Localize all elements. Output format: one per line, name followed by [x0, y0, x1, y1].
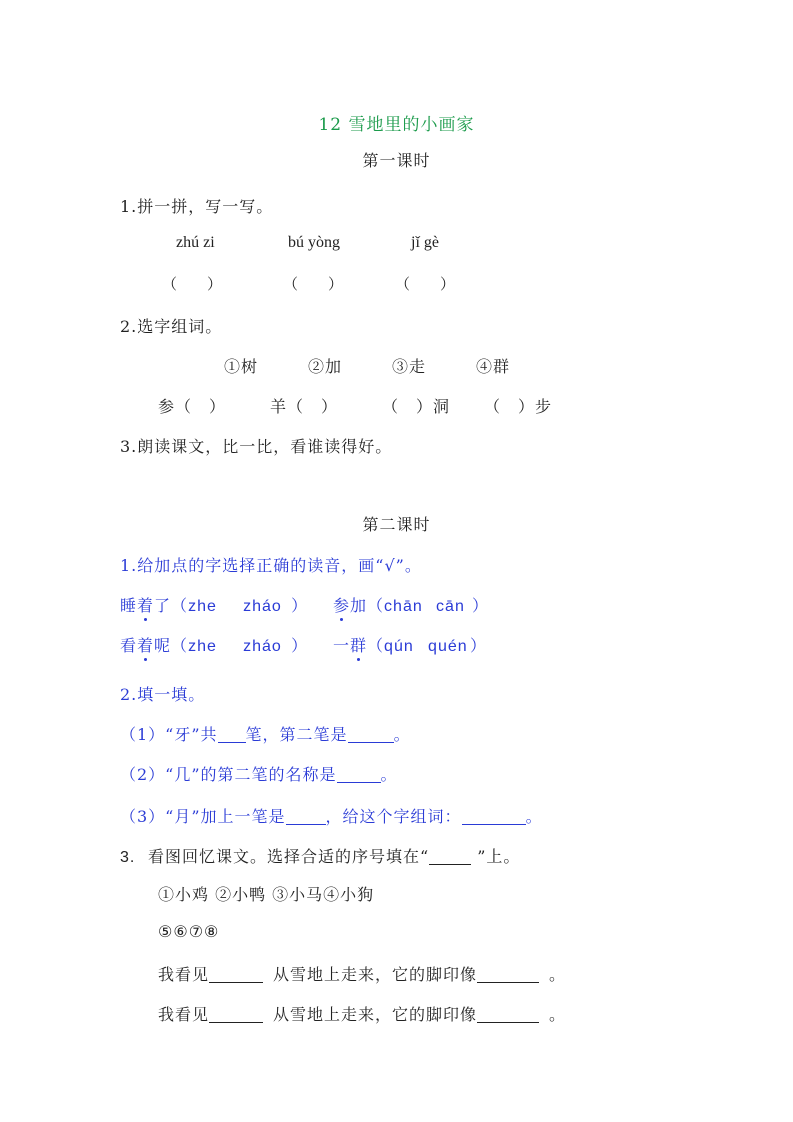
page-title: 12 雪地里的小画家: [318, 115, 475, 135]
prompt-text: ”上。: [477, 847, 521, 866]
sentence-text: 。: [393, 725, 411, 744]
option-1: ①树: [224, 357, 259, 376]
word-item-2[interactable]: 羊（ ）: [270, 397, 339, 416]
sentence-text: 。: [380, 765, 398, 784]
lesson1-q3-prompt: 3.朗读课文，比一比，看谁读得好。: [120, 437, 393, 456]
animal-options: ①小鸡 ②小鸭 ③小马④小狗: [158, 885, 375, 904]
lesson2-q2-prompt: 2.填一填。: [120, 685, 206, 704]
paren-open: （: [171, 596, 189, 615]
row-text: 呢: [154, 636, 172, 655]
sentence-text: 我看见: [158, 1005, 210, 1024]
paren-open: （: [367, 596, 385, 615]
answer-blank-1[interactable]: （ ）: [162, 275, 223, 293]
sentence-text: 。: [549, 1005, 567, 1024]
fill-blank[interactable]: [477, 966, 539, 983]
question-number: 3.: [120, 849, 136, 866]
sentence-text: （1）“牙”共: [120, 725, 218, 744]
dotted-char: 着: [137, 593, 154, 616]
sentence-text: （3）“月”加上一笔是: [120, 807, 286, 826]
fill-blank[interactable]: [477, 1006, 539, 1023]
pronunciation-row-2: [333, 593, 489, 616]
dotted-char: 参: [333, 593, 350, 616]
lesson1-heading: 第一课时: [362, 151, 431, 170]
choice-a[interactable]: chān: [384, 598, 423, 615]
choice-b[interactable]: quén: [428, 638, 468, 655]
fill-blank[interactable]: [218, 726, 246, 743]
lesson2-q3-prompt: [120, 844, 520, 867]
fill-blank[interactable]: [209, 1006, 263, 1023]
prompt-text: 看图回忆课文。选择合适的序号填在“: [148, 847, 430, 866]
paren-close: ）: [472, 596, 490, 615]
row-text: 加: [350, 596, 368, 615]
pinyin-1: zhú zi: [176, 234, 215, 251]
sentence-text: 我看见: [158, 965, 210, 984]
fill-blank[interactable]: [286, 808, 326, 825]
pronunciation-row-3: [120, 633, 308, 656]
sentence-text: 从雪地上走来，它的脚印像: [273, 965, 478, 984]
lesson1-q2-prompt: 2.选字组词。: [120, 317, 223, 336]
fill-blank[interactable]: [462, 808, 526, 825]
lesson1-q1-prompt: 1.拼一拼，写一写。: [120, 197, 274, 216]
fill-blank[interactable]: [429, 848, 471, 865]
paren-open: （: [367, 636, 385, 655]
option-3: ③走: [392, 357, 427, 376]
row-text: 睡: [120, 596, 138, 615]
pinyin-2: bú yòng: [288, 234, 340, 251]
choice-a[interactable]: qún: [384, 638, 414, 655]
pronunciation-row-1: [120, 593, 308, 616]
row-text: 一: [333, 636, 351, 655]
fill-sentence-3: [120, 804, 543, 827]
sentence-text: 。: [549, 965, 567, 984]
paren-open: （: [171, 636, 189, 655]
footprint-options: ⑤⑥⑦⑧: [158, 922, 220, 941]
word-item-4[interactable]: （ ）步: [484, 397, 553, 416]
sentence-text: 笔，第二笔是: [245, 725, 348, 744]
choice-b[interactable]: cān: [436, 598, 465, 615]
fill-blank[interactable]: [209, 966, 263, 983]
fill-blank[interactable]: [337, 766, 381, 783]
sentence-text: 从雪地上走来，它的脚印像: [273, 1005, 478, 1024]
paren-close: ）: [291, 636, 309, 655]
lesson2-q1-prompt: 1.给加点的字选择正确的读音，画“√”。: [120, 556, 422, 575]
paren-close: ）: [470, 636, 488, 655]
word-item-1[interactable]: 参（ ）: [158, 397, 227, 416]
choice-a[interactable]: zhe: [188, 638, 217, 655]
choice-b[interactable]: zháo: [243, 638, 282, 655]
pinyin-3: jǐ gè: [411, 234, 439, 251]
paren-close: ）: [291, 596, 309, 615]
answer-sentence-2: [158, 1002, 566, 1025]
row-text: 了: [154, 596, 172, 615]
fill-sentence-2: [120, 762, 398, 785]
fill-sentence-1: [120, 722, 411, 745]
word-item-3[interactable]: （ ）洞: [382, 397, 451, 416]
sentence-text: 。: [525, 807, 543, 826]
row-text: 看: [120, 636, 138, 655]
answer-sentence-1: [158, 962, 566, 985]
dotted-char: 着: [137, 633, 154, 656]
lesson2-heading: 第二课时: [362, 515, 431, 534]
option-2: ②加: [308, 357, 343, 376]
answer-blank-3[interactable]: （ ）: [395, 275, 456, 293]
option-4: ④群: [476, 357, 511, 376]
choice-a[interactable]: zhe: [188, 598, 217, 615]
dotted-char: 群: [350, 633, 367, 656]
fill-blank[interactable]: [348, 726, 394, 743]
sentence-text: （2）“几”的第二笔的名称是: [120, 765, 337, 784]
choice-b[interactable]: zháo: [243, 598, 282, 615]
answer-blank-2[interactable]: （ ）: [283, 275, 344, 293]
pronunciation-row-4: [333, 633, 487, 656]
sentence-text: ，给这个字组词：: [325, 807, 462, 826]
